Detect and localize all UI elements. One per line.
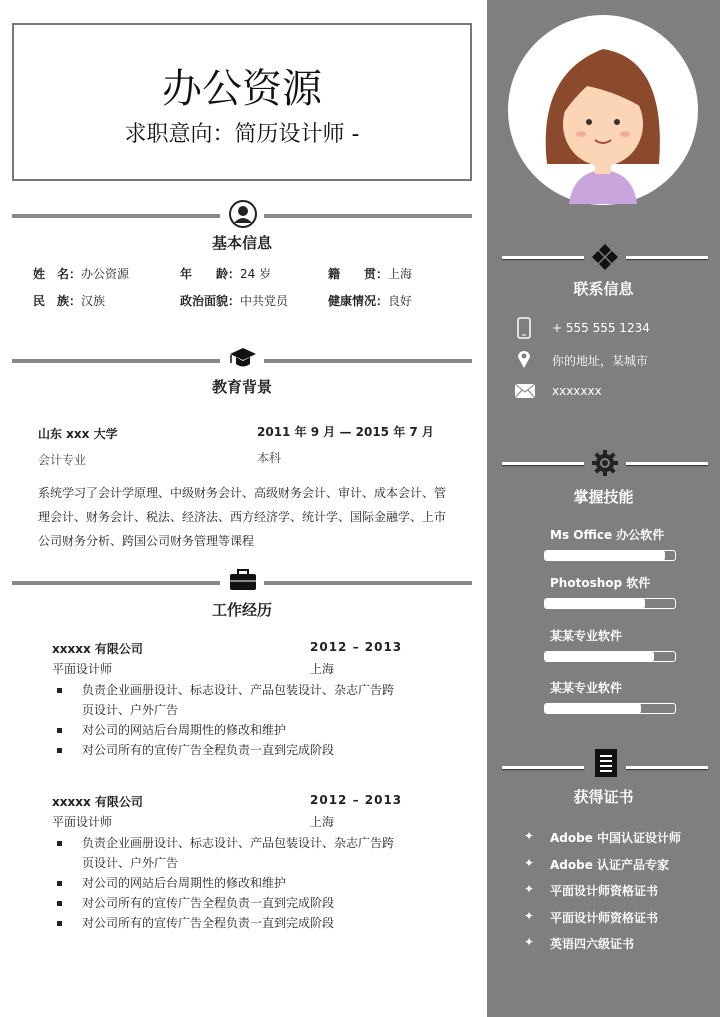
major: 会计专业 xyxy=(38,453,87,467)
divider xyxy=(626,256,708,259)
skill-name: Ms Office 办公软件 xyxy=(550,528,665,542)
edu-description: 系统学习了会计学原理、中级财务会计、高级财务会计、审计、成本会计、管理会计、财务会计、税法、经济法、西方经济学、统计学、国际金融学、上市公司财务分析、跨国公司财务管理等课程 xyxy=(38,486,447,548)
basic-info-field xyxy=(33,292,105,309)
field-label: 健康情况： xyxy=(328,294,389,308)
skill-bar-fill xyxy=(545,704,641,713)
section-title-education: 教育背景 xyxy=(211,378,272,396)
duty-item: 负责企业画册设计、标志设计、产品包装设计、杂志广告跨页设计、户外广告 xyxy=(52,833,402,873)
field-value: 办公资源 xyxy=(81,267,130,281)
basic-info-field xyxy=(33,265,129,282)
cert-bullet-icon: ✦ xyxy=(524,935,535,949)
skill-bar xyxy=(544,550,676,561)
divider xyxy=(12,581,220,585)
section-title-work: 工作经历 xyxy=(211,601,272,619)
duty-item: 对公司所有的宣传广告全程负责一直到完成阶段 xyxy=(52,740,402,760)
gear-icon xyxy=(592,450,618,476)
cert-bullet-icon: ✦ xyxy=(524,908,535,923)
job-period: 2012 – 2013 xyxy=(310,640,403,654)
phone: + 555 555 1234 xyxy=(552,321,650,335)
job-duties xyxy=(52,680,402,760)
cert-item: 平面设计师资格证书 xyxy=(550,910,659,925)
certificate-icon xyxy=(594,748,618,778)
job-intent: 求职意向：简历设计师 - xyxy=(124,122,360,147)
job-role: 平面设计师 xyxy=(52,815,113,829)
field-label: 姓 名： xyxy=(33,267,82,281)
field-value: 中共党员 xyxy=(240,294,289,308)
skill-bar-fill xyxy=(545,551,665,560)
cert-bullet-icon: ✦ xyxy=(524,829,535,843)
cert-item: 英语四六级证书 xyxy=(550,937,635,951)
avatar xyxy=(507,14,699,206)
phone-icon xyxy=(517,317,531,339)
diamond-grid-icon xyxy=(591,243,619,271)
section-title-basic: 基本信息 xyxy=(211,234,272,252)
section-title-certs: 获得证书 xyxy=(573,788,634,806)
address: 你的地址，某城市 xyxy=(552,354,649,368)
briefcase-icon xyxy=(229,569,257,591)
school: 山东 xxx 大学 xyxy=(38,427,118,441)
job-period: 2012 – 2013 xyxy=(310,793,403,807)
cert-bullet-icon: ✦ xyxy=(524,882,535,896)
mail-icon xyxy=(514,383,536,399)
section-title-skills: 掌握技能 xyxy=(573,488,634,506)
divider xyxy=(502,256,584,259)
email: xxxxxxx xyxy=(552,384,602,398)
edu-period: 2011 年 9 月 — 2015 年 7 月 xyxy=(257,425,434,439)
divider xyxy=(264,359,472,363)
job-duties xyxy=(52,833,402,933)
field-label: 民 族： xyxy=(33,294,82,308)
skill-bar xyxy=(544,703,676,714)
field-value: 良好 xyxy=(388,294,413,308)
company: xxxxx 有限公司 xyxy=(52,642,143,656)
graduation-cap-icon xyxy=(228,346,258,370)
duty-item: 对公司的网站后台周期性的修改和维护 xyxy=(52,720,402,740)
section-title-contact: 联系信息 xyxy=(573,280,634,298)
divider xyxy=(264,214,472,218)
field-value: 上海 xyxy=(388,267,413,281)
cert-item: Adobe 中国认证设计师 xyxy=(550,831,682,845)
field-label: 籍 贯： xyxy=(328,267,389,281)
job-city: 上海 xyxy=(310,662,335,676)
duty-item: 对公司的网站后台周期性的修改和维护 xyxy=(52,873,402,893)
skill-bar-fill xyxy=(545,599,645,608)
duty-item: 对公司所有的宣传广告全程负责一直到完成阶段 xyxy=(52,893,402,913)
job-role: 平面设计师 xyxy=(52,662,113,676)
divider xyxy=(626,462,708,465)
divider xyxy=(502,766,584,769)
basic-info-field xyxy=(180,265,271,282)
skill-bar xyxy=(544,651,676,662)
field-value: 汉族 xyxy=(81,294,106,308)
skill-name: Photoshop 软件 xyxy=(550,576,651,590)
duty-item: 对公司所有的宣传广告全程负责一直到完成阶段 xyxy=(52,913,402,933)
location-pin-icon xyxy=(517,349,531,369)
basic-info-field xyxy=(180,292,288,309)
divider xyxy=(12,359,220,363)
title-box xyxy=(12,23,472,181)
divider xyxy=(264,581,472,585)
cert-bullet-icon: ✦ xyxy=(524,855,535,870)
cert-item: Adobe 认证产品专家 xyxy=(550,857,670,872)
degree: 本科 xyxy=(257,451,282,465)
duty-item: 负责企业画册设计、标志设计、产品包装设计、杂志广告跨页设计、户外广告 xyxy=(52,680,402,720)
skill-bar xyxy=(544,598,676,609)
skill-name: 某某专业软件 xyxy=(550,681,623,695)
candidate-name: 办公资源 xyxy=(162,66,322,112)
company: xxxxx 有限公司 xyxy=(52,795,143,809)
skill-bar-fill xyxy=(545,652,654,661)
field-value: 24 岁 xyxy=(240,267,272,281)
divider xyxy=(502,462,584,465)
basic-info-field xyxy=(328,265,412,282)
job-city: 上海 xyxy=(310,815,335,829)
field-label: 政治面貌： xyxy=(180,294,241,308)
skill-name: 某某专业软件 xyxy=(550,629,623,643)
basic-info-field xyxy=(328,292,412,309)
divider xyxy=(626,766,708,769)
cert-item: 平面设计师资格证书 xyxy=(550,884,659,898)
person-icon xyxy=(228,199,258,229)
field-label: 年 龄： xyxy=(180,267,241,281)
divider xyxy=(12,214,220,218)
